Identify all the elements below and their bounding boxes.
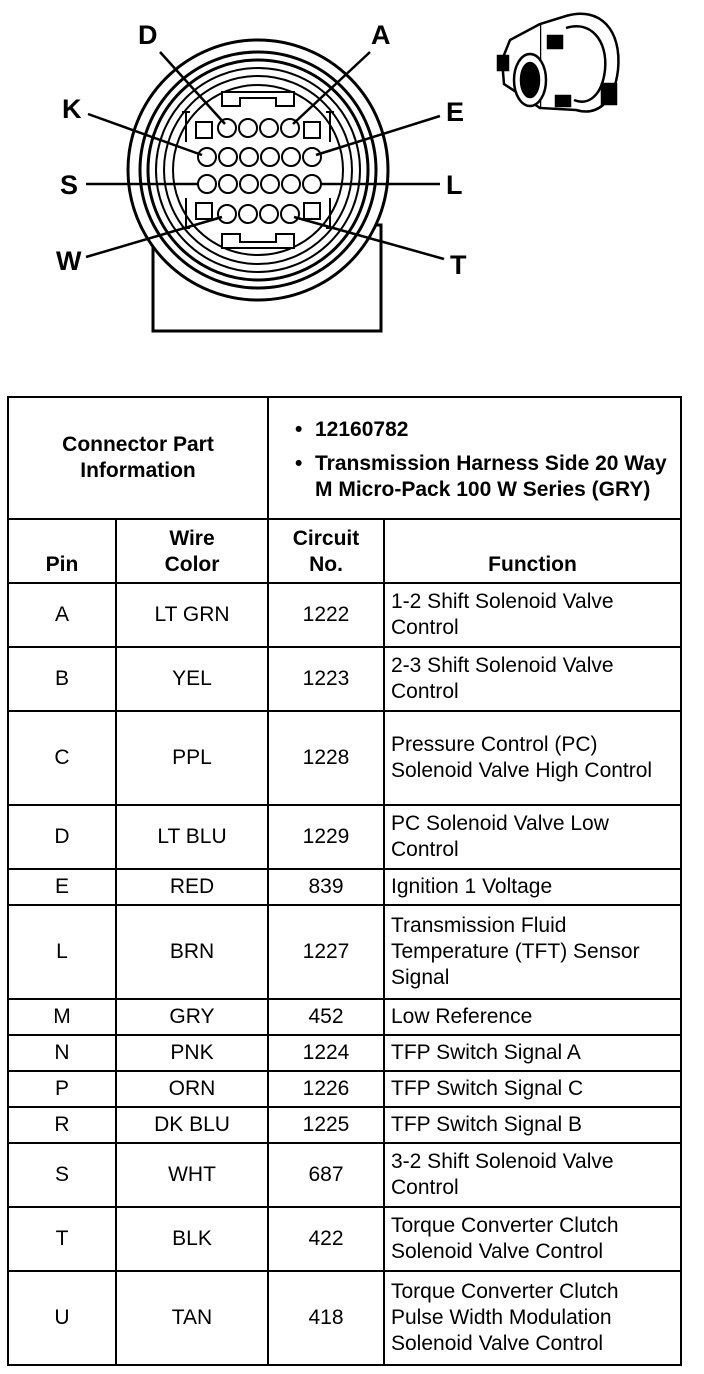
- connector-3d-icon: [498, 14, 618, 112]
- function-cell: Torque Converter Clutch Solenoid Valve Control: [384, 1207, 681, 1271]
- function-cell: Transmission Fluid Temperature (TFT) Sensor Signal: [384, 905, 681, 999]
- part-description: • Transmission Harness Side 20 Way M Micro-Pack 100 W Series (GRY): [275, 451, 670, 503]
- wire-color-cell: ORN: [116, 1071, 268, 1107]
- pin-cavity: [218, 119, 236, 137]
- header-row: [8, 519, 681, 583]
- pin-label-t: T: [450, 250, 467, 280]
- pin-cavity: [239, 119, 257, 137]
- pin-cavity: [281, 205, 299, 223]
- header-pin: Pin: [8, 519, 116, 583]
- wire-color-cell: LT BLU: [116, 805, 268, 869]
- pin-label-w: W: [56, 246, 82, 276]
- table-row: [8, 805, 681, 869]
- function-cell: Pressure Control (PC) Solenoid Valve High Control: [384, 711, 681, 805]
- function-cell: 1-2 Shift Solenoid Valve Control: [384, 583, 681, 647]
- header-wire-color: [116, 519, 268, 583]
- circuit-cell: 1228: [268, 711, 384, 805]
- circuit-cell: 452: [268, 999, 384, 1035]
- table-row: [8, 1107, 681, 1143]
- pin-label-l: L: [446, 170, 463, 200]
- wire-color-cell: LT GRN: [116, 583, 268, 647]
- wire-color-cell: DK BLU: [116, 1107, 268, 1143]
- function-cell: TFP Switch Signal B: [384, 1107, 681, 1143]
- pin-cavity: [198, 148, 216, 166]
- pin-cavity: [261, 175, 279, 193]
- circuit-cell: 687: [268, 1143, 384, 1207]
- pin-cell: P: [8, 1071, 116, 1107]
- part-number: • 12160782: [275, 417, 670, 443]
- circuit-cell: 1223: [268, 647, 384, 711]
- pin-cavity: [240, 148, 258, 166]
- pin-cavity: [282, 148, 300, 166]
- wire-color-cell: TAN: [116, 1271, 268, 1365]
- table-row: [8, 1143, 681, 1207]
- pin-cavity: [240, 175, 258, 193]
- table-row: [8, 1035, 681, 1071]
- circuit-cell: 1225: [268, 1107, 384, 1143]
- connector-diagram: [0, 0, 704, 390]
- pin-cell: A: [8, 583, 116, 647]
- circuit-cell: 418: [268, 1271, 384, 1365]
- table-row: [8, 869, 681, 905]
- circuit-cell: 1226: [268, 1071, 384, 1107]
- pin-cavity: [219, 148, 237, 166]
- header-circuit-no-text: Circuit No.: [292, 527, 360, 576]
- pin-label-d: D: [138, 20, 158, 50]
- wire-color-cell: BLK: [116, 1207, 268, 1271]
- pin-cavity: [303, 148, 321, 166]
- pin-cell: N: [8, 1035, 116, 1071]
- pin-cavity: [239, 205, 257, 223]
- pin-label-a: A: [371, 20, 391, 50]
- pin-label-k: K: [62, 94, 82, 124]
- wire-color-cell: WHT: [116, 1143, 268, 1207]
- wire-color-cell: YEL: [116, 647, 268, 711]
- wire-color-cell: RED: [116, 869, 268, 905]
- header-circuit-no: [268, 519, 384, 583]
- table-row: [8, 999, 681, 1035]
- header-wire-color-text: Wire Color: [164, 527, 220, 576]
- wire-color-cell: PNK: [116, 1035, 268, 1071]
- pin-cell: L: [8, 905, 116, 999]
- table-row: [8, 1271, 681, 1365]
- pin-cavity: [219, 175, 237, 193]
- connector-outer-ring: [128, 40, 388, 300]
- circuit-cell: 1224: [268, 1035, 384, 1071]
- table-row: [8, 1071, 681, 1107]
- function-cell: TFP Switch Signal C: [384, 1071, 681, 1107]
- info-label-text: Connector Part Information: [62, 433, 214, 482]
- pin-label-e: E: [446, 97, 465, 127]
- info-row: [8, 397, 681, 519]
- function-cell: Ignition 1 Voltage: [384, 869, 681, 905]
- function-cell: PC Solenoid Valve Low Control: [384, 805, 681, 869]
- pin-cell: T: [8, 1207, 116, 1271]
- connector-corner-box: [304, 203, 320, 219]
- circuit-cell: 1227: [268, 905, 384, 999]
- wire-color-cell: GRY: [116, 999, 268, 1035]
- pin-cell: M: [8, 999, 116, 1035]
- pin-cell: R: [8, 1107, 116, 1143]
- table-row: [8, 583, 681, 647]
- pin-cell: B: [8, 647, 116, 711]
- pin-cavity: [261, 148, 279, 166]
- table-row: [8, 1207, 681, 1271]
- circuit-cell: 422: [268, 1207, 384, 1271]
- wire-color-cell: PPL: [116, 711, 268, 805]
- table-row: [8, 905, 681, 999]
- function-cell: 3-2 Shift Solenoid Valve Control: [384, 1143, 681, 1207]
- circuit-cell: 1229: [268, 805, 384, 869]
- pin-cavity: [282, 175, 300, 193]
- connector-corner-box: [196, 203, 212, 219]
- pin-cell: D: [8, 805, 116, 869]
- header-function: Function: [384, 519, 681, 583]
- circuit-cell: 1222: [268, 583, 384, 647]
- pin-cavity: [303, 175, 321, 193]
- pin-cavity: [260, 119, 278, 137]
- connector-part-info-values: [268, 397, 681, 519]
- wire-color-cell: BRN: [116, 905, 268, 999]
- function-cell: TFP Switch Signal A: [384, 1035, 681, 1071]
- connector-pin-table: [7, 396, 682, 1366]
- table-row: [8, 647, 681, 711]
- pin-cell: S: [8, 1143, 116, 1207]
- connector-corner-box: [196, 122, 212, 138]
- pin-cell: E: [8, 869, 116, 905]
- pin-cavity: [260, 205, 278, 223]
- connector-part-info-label: [8, 397, 268, 519]
- function-cell: Torque Converter Clutch Pulse Width Modulation Solenoid Valve Control: [384, 1271, 681, 1365]
- table-row: [8, 711, 681, 805]
- pin-cell: U: [8, 1271, 116, 1365]
- pin-cavity: [218, 205, 236, 223]
- pin-cavity: [198, 175, 216, 193]
- connector-corner-box: [304, 122, 320, 138]
- function-cell: 2-3 Shift Solenoid Valve Control: [384, 647, 681, 711]
- pin-label-s: S: [60, 170, 79, 200]
- function-cell: Low Reference: [384, 999, 681, 1035]
- pin-cell: C: [8, 711, 116, 805]
- circuit-cell: 839: [268, 869, 384, 905]
